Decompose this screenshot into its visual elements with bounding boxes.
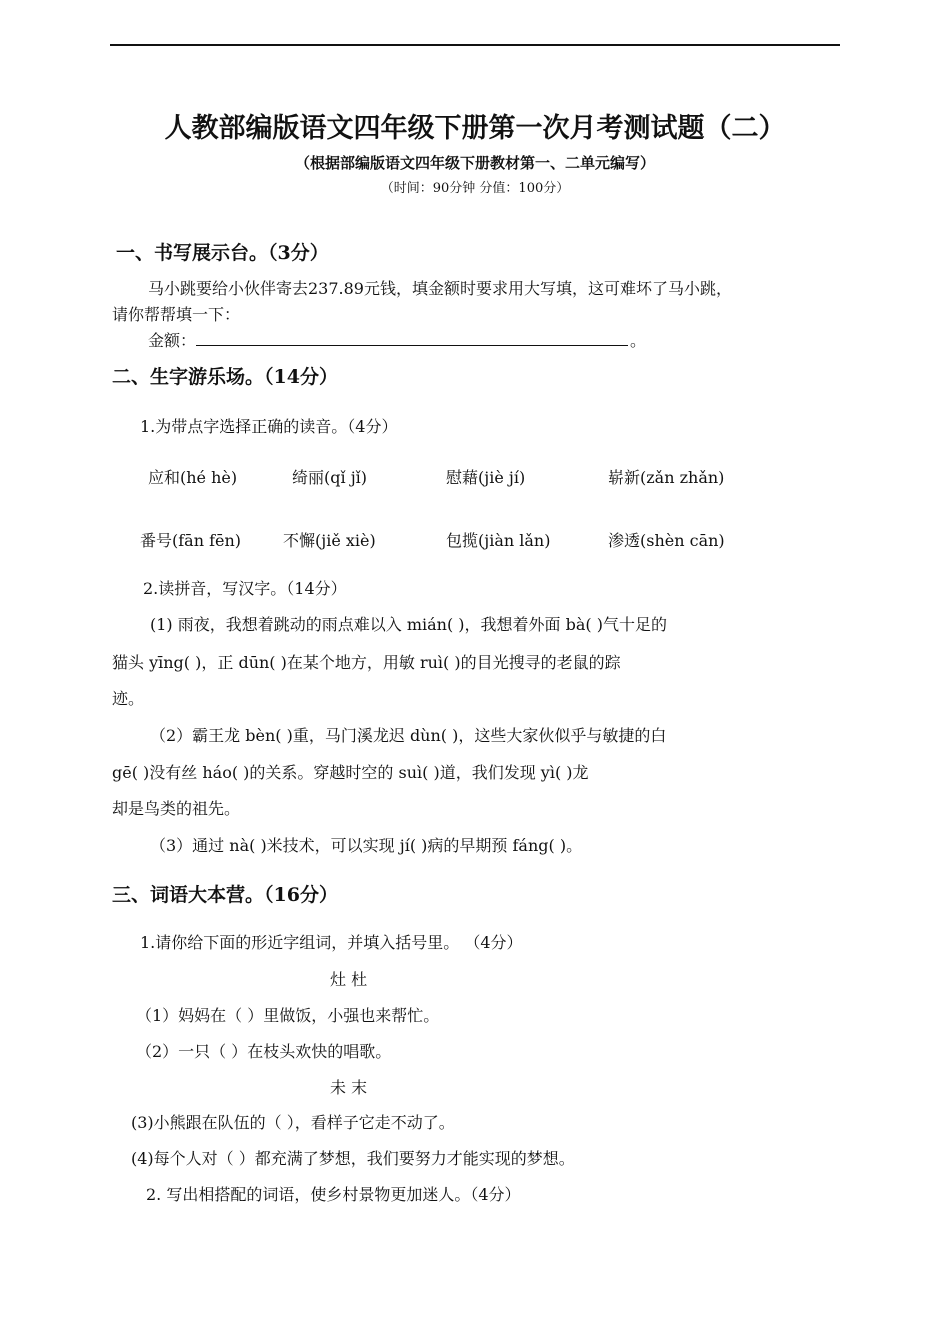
char-pair-2: 未 末 — [330, 1078, 368, 1097]
sentence-3: (3)小熊跟在队伍的（ ），看样子它走不动了。 — [131, 1113, 455, 1132]
sentence-4: (4)每个人对（ ）都充满了梦想，我们要努力才能实现的梦想。 — [131, 1149, 575, 1168]
section1-heading: 一、书写展示台。（3分） — [116, 242, 329, 264]
char-pair-1: 灶 杜 — [330, 970, 368, 989]
section1-para-line2: 请你帮帮填一下： — [112, 305, 241, 324]
section3-q2: 2. 写出相搭配的词语，使乡村景物更加迷人。（4分） — [146, 1185, 521, 1204]
section2-heading: 二、生字游乐场。（14分） — [112, 366, 338, 388]
section3-heading: 三、词语大本营。（16分） — [112, 884, 338, 906]
pinyin-item: 不懈(jiě xiè) — [283, 531, 376, 550]
amount-label: 金额： — [148, 331, 197, 350]
pinyin-item: 渗透(shèn cān) — [608, 531, 725, 550]
section1-para-line1: 马小跳要给小伙伴寄去237.89元钱，填金额时要求用大写填，这可难坏了马小跳， — [148, 279, 732, 298]
pinyin-item: 绮丽(qǐ jǐ) — [292, 468, 368, 487]
exam-meta: （时间：90分钟 分值：100分） — [380, 181, 570, 196]
section3-q1: 1.请你给下面的形近字组词，并填入括号里。 （4分） — [140, 933, 523, 952]
paragraph2-line2: gē( )没有丝 háo( )的关系。穿越时空的 suì( )道，我们发现 yì( )龙 — [112, 763, 589, 782]
amount-end: 。 — [630, 331, 647, 350]
amount-row — [148, 328, 646, 351]
paragraph1-line2: 猫头 yīng( )，正 dūn( )在某个地方，用敏 ruì( )的目光搜寻的老鼠的踪 — [112, 653, 621, 672]
page-title: 人教部编版语文四年级下册第一次月考测试题（二） — [164, 113, 786, 144]
sentence-1: （1）妈妈在（ ）里做饭，小强也来帮忙。 — [136, 1006, 440, 1025]
section2-q1: 1.为带点字选择正确的读音。（4分） — [140, 417, 398, 436]
amount-blank[interactable] — [196, 329, 628, 346]
top-rule — [110, 44, 840, 46]
section2-q2: 2.读拼音，写汉字。（14分） — [143, 579, 347, 598]
paragraph1-line3: 迹。 — [112, 689, 145, 708]
pinyin-item: 番号(fān fēn) — [140, 531, 242, 550]
page-subtitle: （根据部编版语文四年级下册教材第一、二单元编写） — [294, 154, 655, 172]
paragraph1-line1: (1) 雨夜，我想着跳动的雨点难以入 mián( )，我想着外面 bà( )气十足的 — [150, 615, 667, 634]
pinyin-item: 崭新(zǎn zhǎn) — [608, 468, 725, 487]
pinyin-item: 慰藉(jiè jí) — [446, 468, 526, 487]
paragraph2-line3: 却是鸟类的祖先。 — [112, 799, 241, 818]
pinyin-item: 包揽(jiàn lǎn) — [446, 531, 551, 550]
paragraph3-line1: （3）通过 nà( )米技术，可以实现 jí( )病的早期预 fáng( )。 — [150, 836, 583, 855]
paragraph2-line1: （2）霸王龙 bèn( )重，马门溪龙迟 dùn( )，这些大家伙似乎与敏捷的白 — [150, 726, 667, 745]
pinyin-item: 应和(hé hè) — [148, 468, 238, 487]
sentence-2: （2）一只（ ）在枝头欢快的唱歌。 — [136, 1042, 392, 1061]
